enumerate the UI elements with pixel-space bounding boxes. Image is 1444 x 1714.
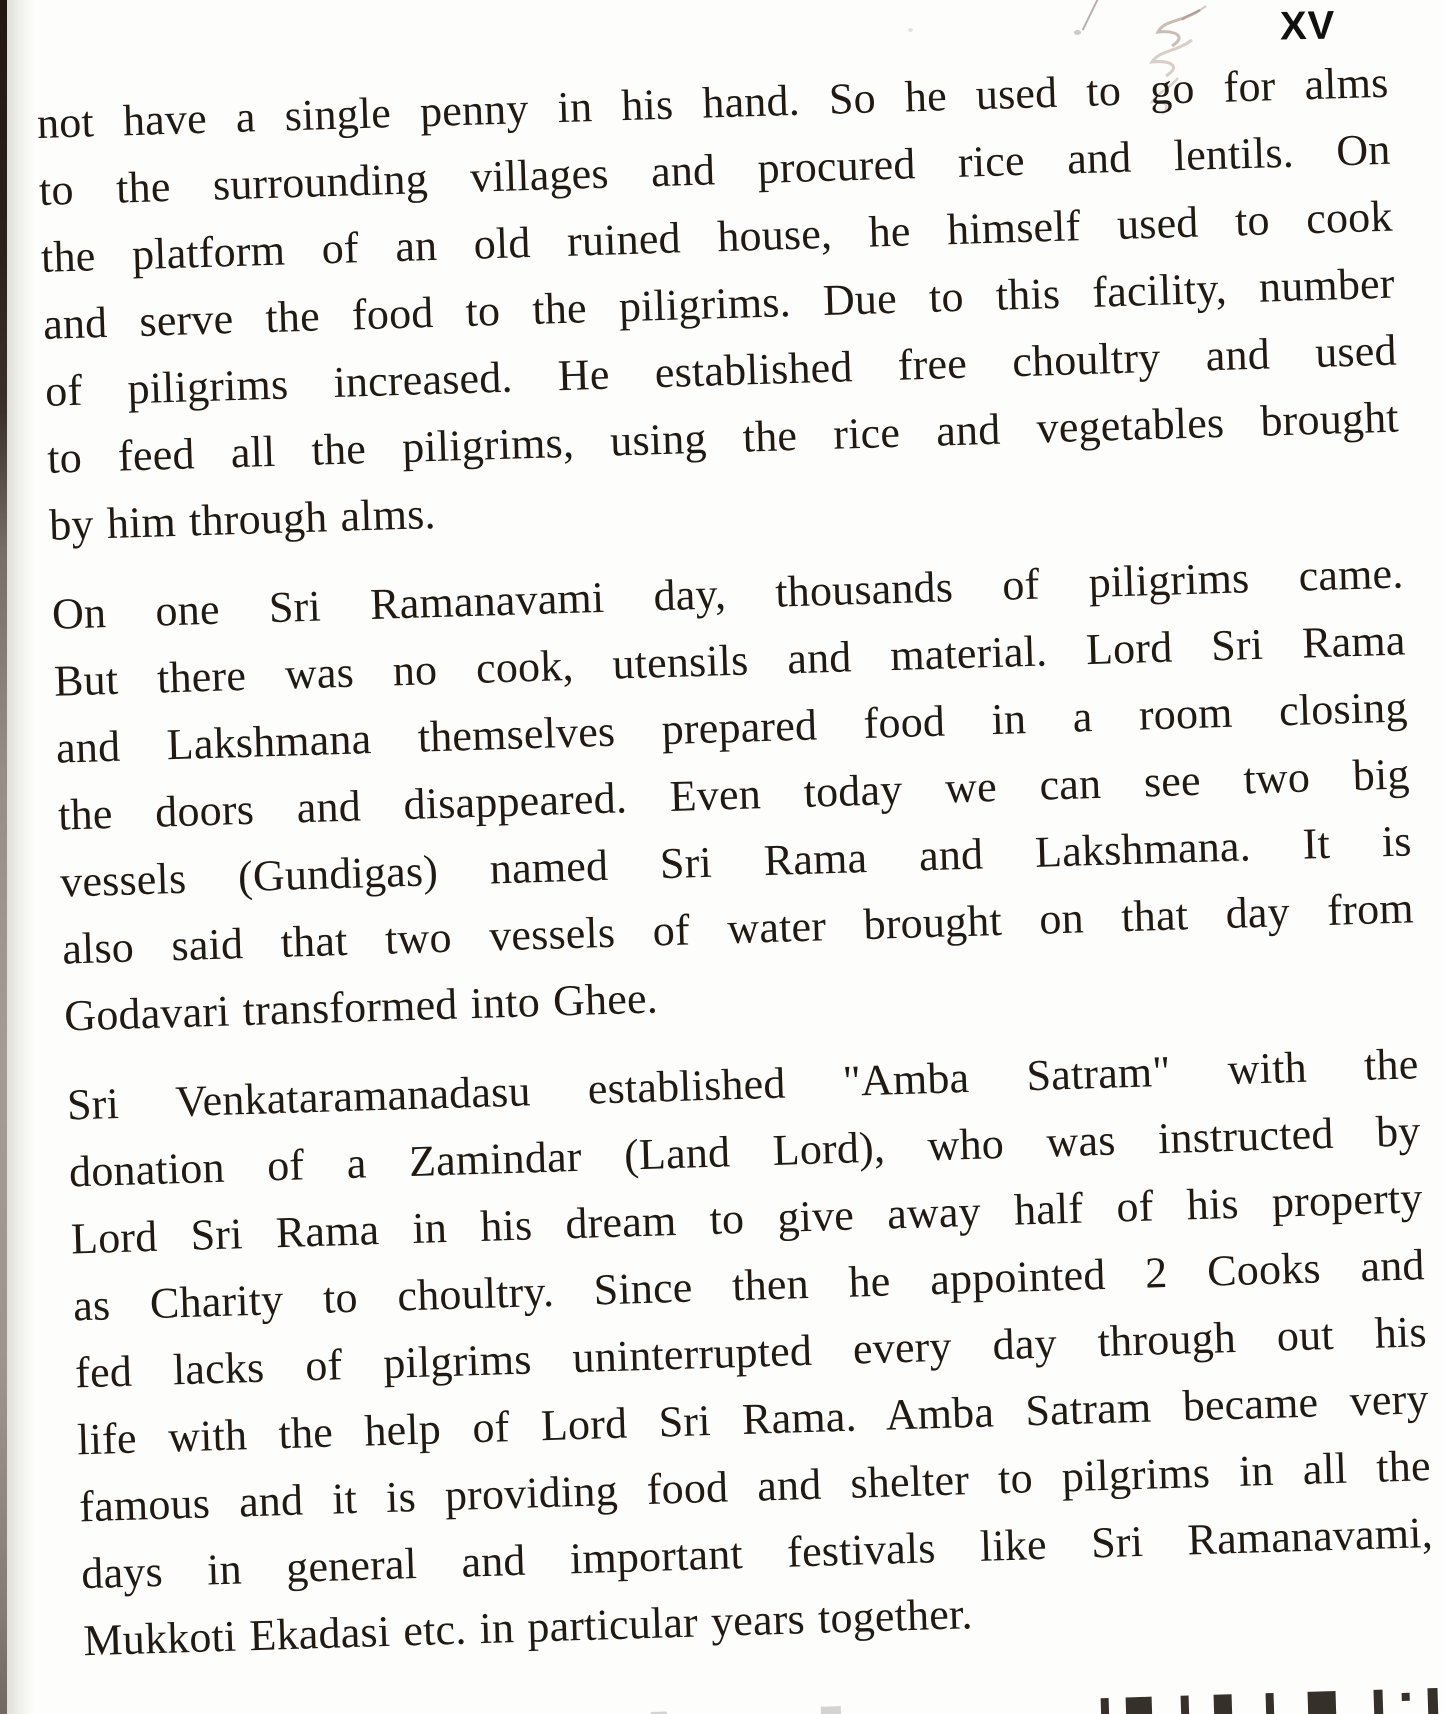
text-line: Lord Sri Rama in his dream to give away half of his property bbox=[70, 1173, 1424, 1264]
text-line: On one Sri Ramanavami day, thousands of piligrims came. bbox=[51, 548, 1405, 639]
scan-scratch-mark bbox=[1082, 0, 1100, 31]
text-line: Godavari transformed into Ghee. bbox=[63, 973, 659, 1041]
paragraph-1 bbox=[36, 49, 1402, 559]
text-line: to feed all the piligrims, using the rice and vegetables brought bbox=[46, 392, 1400, 483]
text-line: to the surrounding villages and procured rice and lentils. On bbox=[38, 124, 1392, 215]
scan-gutter-bar bbox=[0, 0, 7, 1714]
paragraph-2 bbox=[51, 539, 1417, 1049]
text-line: days in general and important festivals like Sri Ramanavami, bbox=[80, 1508, 1434, 1599]
text-line: and Lakshmana themselves prepared food in a room closing bbox=[55, 682, 1409, 773]
text-line: famous and it is providing food and shelter to pilgrims in all the bbox=[78, 1441, 1432, 1532]
scan-speck bbox=[908, 28, 913, 32]
page-text-block bbox=[36, 49, 1439, 1714]
text-line: not have a single penny in his hand. So he used to go for alms bbox=[36, 57, 1390, 148]
text-line: the doors and disappeared. Even today we can see two big bbox=[57, 749, 1411, 840]
text-line: also said that two vessels of water brought on that day from bbox=[61, 883, 1415, 974]
text-line: and serve the food to the piligrims. Due to this facility, number bbox=[42, 258, 1396, 349]
text-line: donation of a Zamindar (Land Lord), who was instructed by bbox=[68, 1106, 1422, 1197]
text-line: fed lacks of pilgrims uninterrupted every day through out his bbox=[74, 1307, 1428, 1398]
text-line: as Charity to choultry. Since then he appointed 2 Cooks and bbox=[72, 1240, 1426, 1331]
next-line-cutoff-marks bbox=[86, 1678, 1439, 1714]
text-line: of piligrims increased. He established free choultry and used bbox=[44, 325, 1398, 416]
scan-speck bbox=[1074, 30, 1081, 35]
text-line: by him through alms. bbox=[48, 489, 437, 550]
text-line: But there was no cook, utensils and material. Lord Sri Rama bbox=[53, 615, 1407, 706]
text-line: vessels (Gundigas) named Sri Rama and Lakshmana. It is bbox=[59, 816, 1413, 907]
paragraph-3 bbox=[66, 1030, 1436, 1674]
page-number: XV bbox=[1279, 3, 1336, 49]
text-line: the platform of an old ruined house, he himself used to cook bbox=[40, 191, 1394, 282]
text-line: life with the help of Lord Sri Rama. Amba Satram became very bbox=[76, 1374, 1430, 1465]
text-line: Sri Venkataramanadasu established "Amba Satram" with the bbox=[66, 1039, 1420, 1130]
page-edge-shadow bbox=[0, 0, 34, 1714]
text-line: Mukkoti Ekadasi etc. in particular years together. bbox=[82, 1589, 974, 1666]
